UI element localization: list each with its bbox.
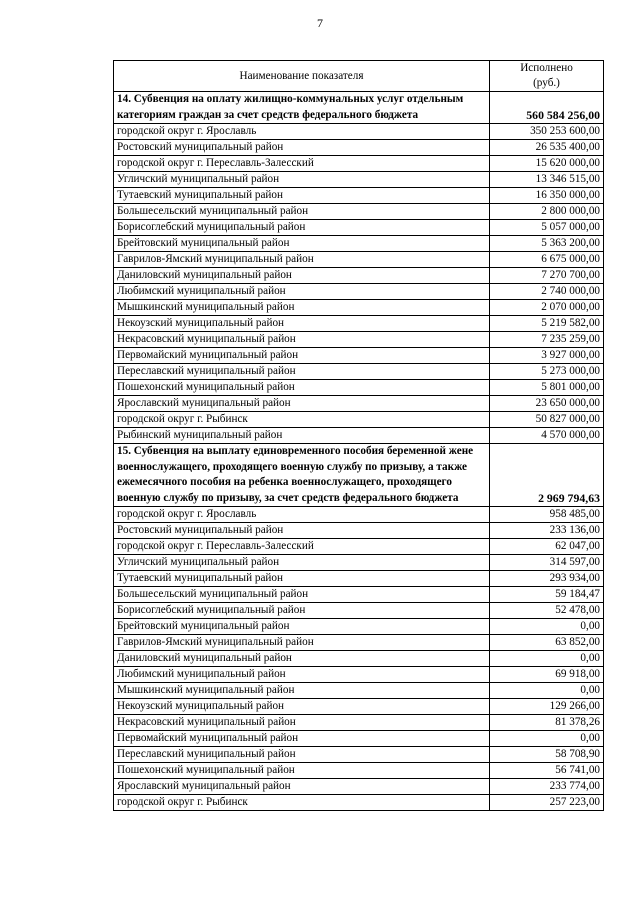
row-value: 233 774,00 [490,779,604,795]
row-name: Некрасовский муниципальный район [114,715,490,731]
table-row [114,747,604,763]
table-body [114,92,604,811]
row-value: 5 219 582,00 [490,316,604,332]
row-name: Любимский муниципальный район [114,284,490,300]
table-row [114,667,604,683]
table-row [114,140,604,156]
table-row [114,316,604,332]
row-name: Некоузский муниципальный район [114,316,490,332]
row-value: 0,00 [490,651,604,667]
row-name: Пошехонский муниципальный район [114,380,490,396]
table-row [114,428,604,444]
row-value: 56 741,00 [490,763,604,779]
table-row [114,571,604,587]
section-header-row [114,92,604,124]
table-row [114,188,604,204]
row-name: Тутаевский муниципальный район [114,188,490,204]
row-value: 0,00 [490,731,604,747]
row-name: Некоузский муниципальный район [114,699,490,715]
row-value: 26 535 400,00 [490,140,604,156]
row-value: 63 852,00 [490,635,604,651]
row-value: 15 620 000,00 [490,156,604,172]
column-header-value-line1: Исполнено [520,62,573,74]
section-header-row [114,444,604,507]
row-value: 257 223,00 [490,795,604,811]
table-row [114,348,604,364]
row-name: городской округ г. Рыбинск [114,412,490,428]
row-value: 16 350 000,00 [490,188,604,204]
table-row [114,587,604,603]
row-name: Мышкинский муниципальный район [114,300,490,316]
row-name: Угличский муниципальный район [114,555,490,571]
row-name: Большесельский муниципальный район [114,587,490,603]
row-name: Борисоглебский муниципальный район [114,603,490,619]
section-title: 15. Субвенция на выплату единовременного пособия беременной жене военнослужащего, проходящего военную службу по призыву, а также ежемесячного пособия на ребенка военнослужащего, проходящего военную службу по призыву, за счет средств федерального бюджета [114,444,490,507]
table-row [114,204,604,220]
table-row [114,236,604,252]
page-number: 7 [317,16,323,30]
table-row [114,300,604,316]
row-value: 58 708,90 [490,747,604,763]
section-total: 560 584 256,00 [490,92,604,124]
row-value: 5 363 200,00 [490,236,604,252]
row-name: Даниловский муниципальный район [114,268,490,284]
row-value: 350 253 600,00 [490,124,604,140]
table-row [114,172,604,188]
row-value: 5 057 000,00 [490,220,604,236]
table-row [114,412,604,428]
table-row [114,268,604,284]
column-header-value-line2: (руб.) [533,77,560,89]
row-value: 13 346 515,00 [490,172,604,188]
table-row [114,651,604,667]
table-row [114,252,604,268]
row-value: 50 827 000,00 [490,412,604,428]
row-name: Мышкинский муниципальный район [114,683,490,699]
row-value: 293 934,00 [490,571,604,587]
row-name: Угличский муниципальный район [114,172,490,188]
table-row [114,619,604,635]
row-value: 52 478,00 [490,603,604,619]
row-name: Даниловский муниципальный район [114,651,490,667]
row-value: 62 047,00 [490,539,604,555]
table-row [114,763,604,779]
table-row [114,284,604,300]
table-row [114,635,604,651]
row-value: 23 650 000,00 [490,396,604,412]
table-row [114,795,604,811]
budget-table [113,60,604,811]
row-name: городской округ г. Ярославль [114,124,490,140]
row-value: 314 597,00 [490,555,604,571]
table-row [114,124,604,140]
table-row [114,603,604,619]
table-row [114,380,604,396]
row-name: Брейтовский муниципальный район [114,236,490,252]
row-name: Ярославский муниципальный район [114,779,490,795]
table-row [114,396,604,412]
row-value: 81 378,26 [490,715,604,731]
row-value: 69 918,00 [490,667,604,683]
row-name: Рыбинский муниципальный район [114,428,490,444]
row-value: 5 801 000,00 [490,380,604,396]
row-name: Борисоглебский муниципальный район [114,220,490,236]
row-value: 233 136,00 [490,523,604,539]
row-name: Переславский муниципальный район [114,364,490,380]
table-row [114,539,604,555]
row-name: Ростовский муниципальный район [114,140,490,156]
row-name: Гаврилов-Ямский муниципальный район [114,252,490,268]
row-name: Ростовский муниципальный район [114,523,490,539]
table-row [114,715,604,731]
row-name: городской округ г. Переславль-Залесский [114,539,490,555]
row-name: Переславский муниципальный район [114,747,490,763]
row-name: Брейтовский муниципальный район [114,619,490,635]
row-name: Тутаевский муниципальный район [114,571,490,587]
table-row [114,699,604,715]
row-value: 6 675 000,00 [490,252,604,268]
row-value: 4 570 000,00 [490,428,604,444]
table-row [114,779,604,795]
column-header-value [490,61,604,92]
row-name: городской округ г. Рыбинск [114,795,490,811]
row-value: 3 927 000,00 [490,348,604,364]
row-name: Гаврилов-Ямский муниципальный район [114,635,490,651]
row-value: 59 184,47 [490,587,604,603]
row-name: Любимский муниципальный район [114,667,490,683]
table-row [114,364,604,380]
row-name: городской округ г. Ярославль [114,507,490,523]
row-value: 5 273 000,00 [490,364,604,380]
table-row [114,683,604,699]
row-value: 0,00 [490,619,604,635]
row-value: 0,00 [490,683,604,699]
row-name: Пошехонский муниципальный район [114,763,490,779]
table-row [114,332,604,348]
section-total: 2 969 794,63 [490,444,604,507]
row-name: Ярославский муниципальный район [114,396,490,412]
table-row [114,523,604,539]
table-row [114,156,604,172]
row-name: Первомайский муниципальный район [114,348,490,364]
column-header-name: Наименование показателя [114,61,490,92]
row-name: Первомайский муниципальный район [114,731,490,747]
table-row [114,220,604,236]
table-header-row [114,61,604,92]
table-row [114,731,604,747]
row-value: 7 270 700,00 [490,268,604,284]
row-name: Большесельский муниципальный район [114,204,490,220]
row-value: 2 800 000,00 [490,204,604,220]
row-value: 2 740 000,00 [490,284,604,300]
table-row [114,555,604,571]
row-name: городской округ г. Переславль-Залесский [114,156,490,172]
table-row [114,507,604,523]
row-name: Некрасовский муниципальный район [114,332,490,348]
section-title: 14. Субвенция на оплату жилищно-коммунальных услуг отдельным категориям граждан за счет средств федерального бюджета [114,92,490,124]
row-value: 958 485,00 [490,507,604,523]
row-value: 7 235 259,00 [490,332,604,348]
row-value: 129 266,00 [490,699,604,715]
row-value: 2 070 000,00 [490,300,604,316]
